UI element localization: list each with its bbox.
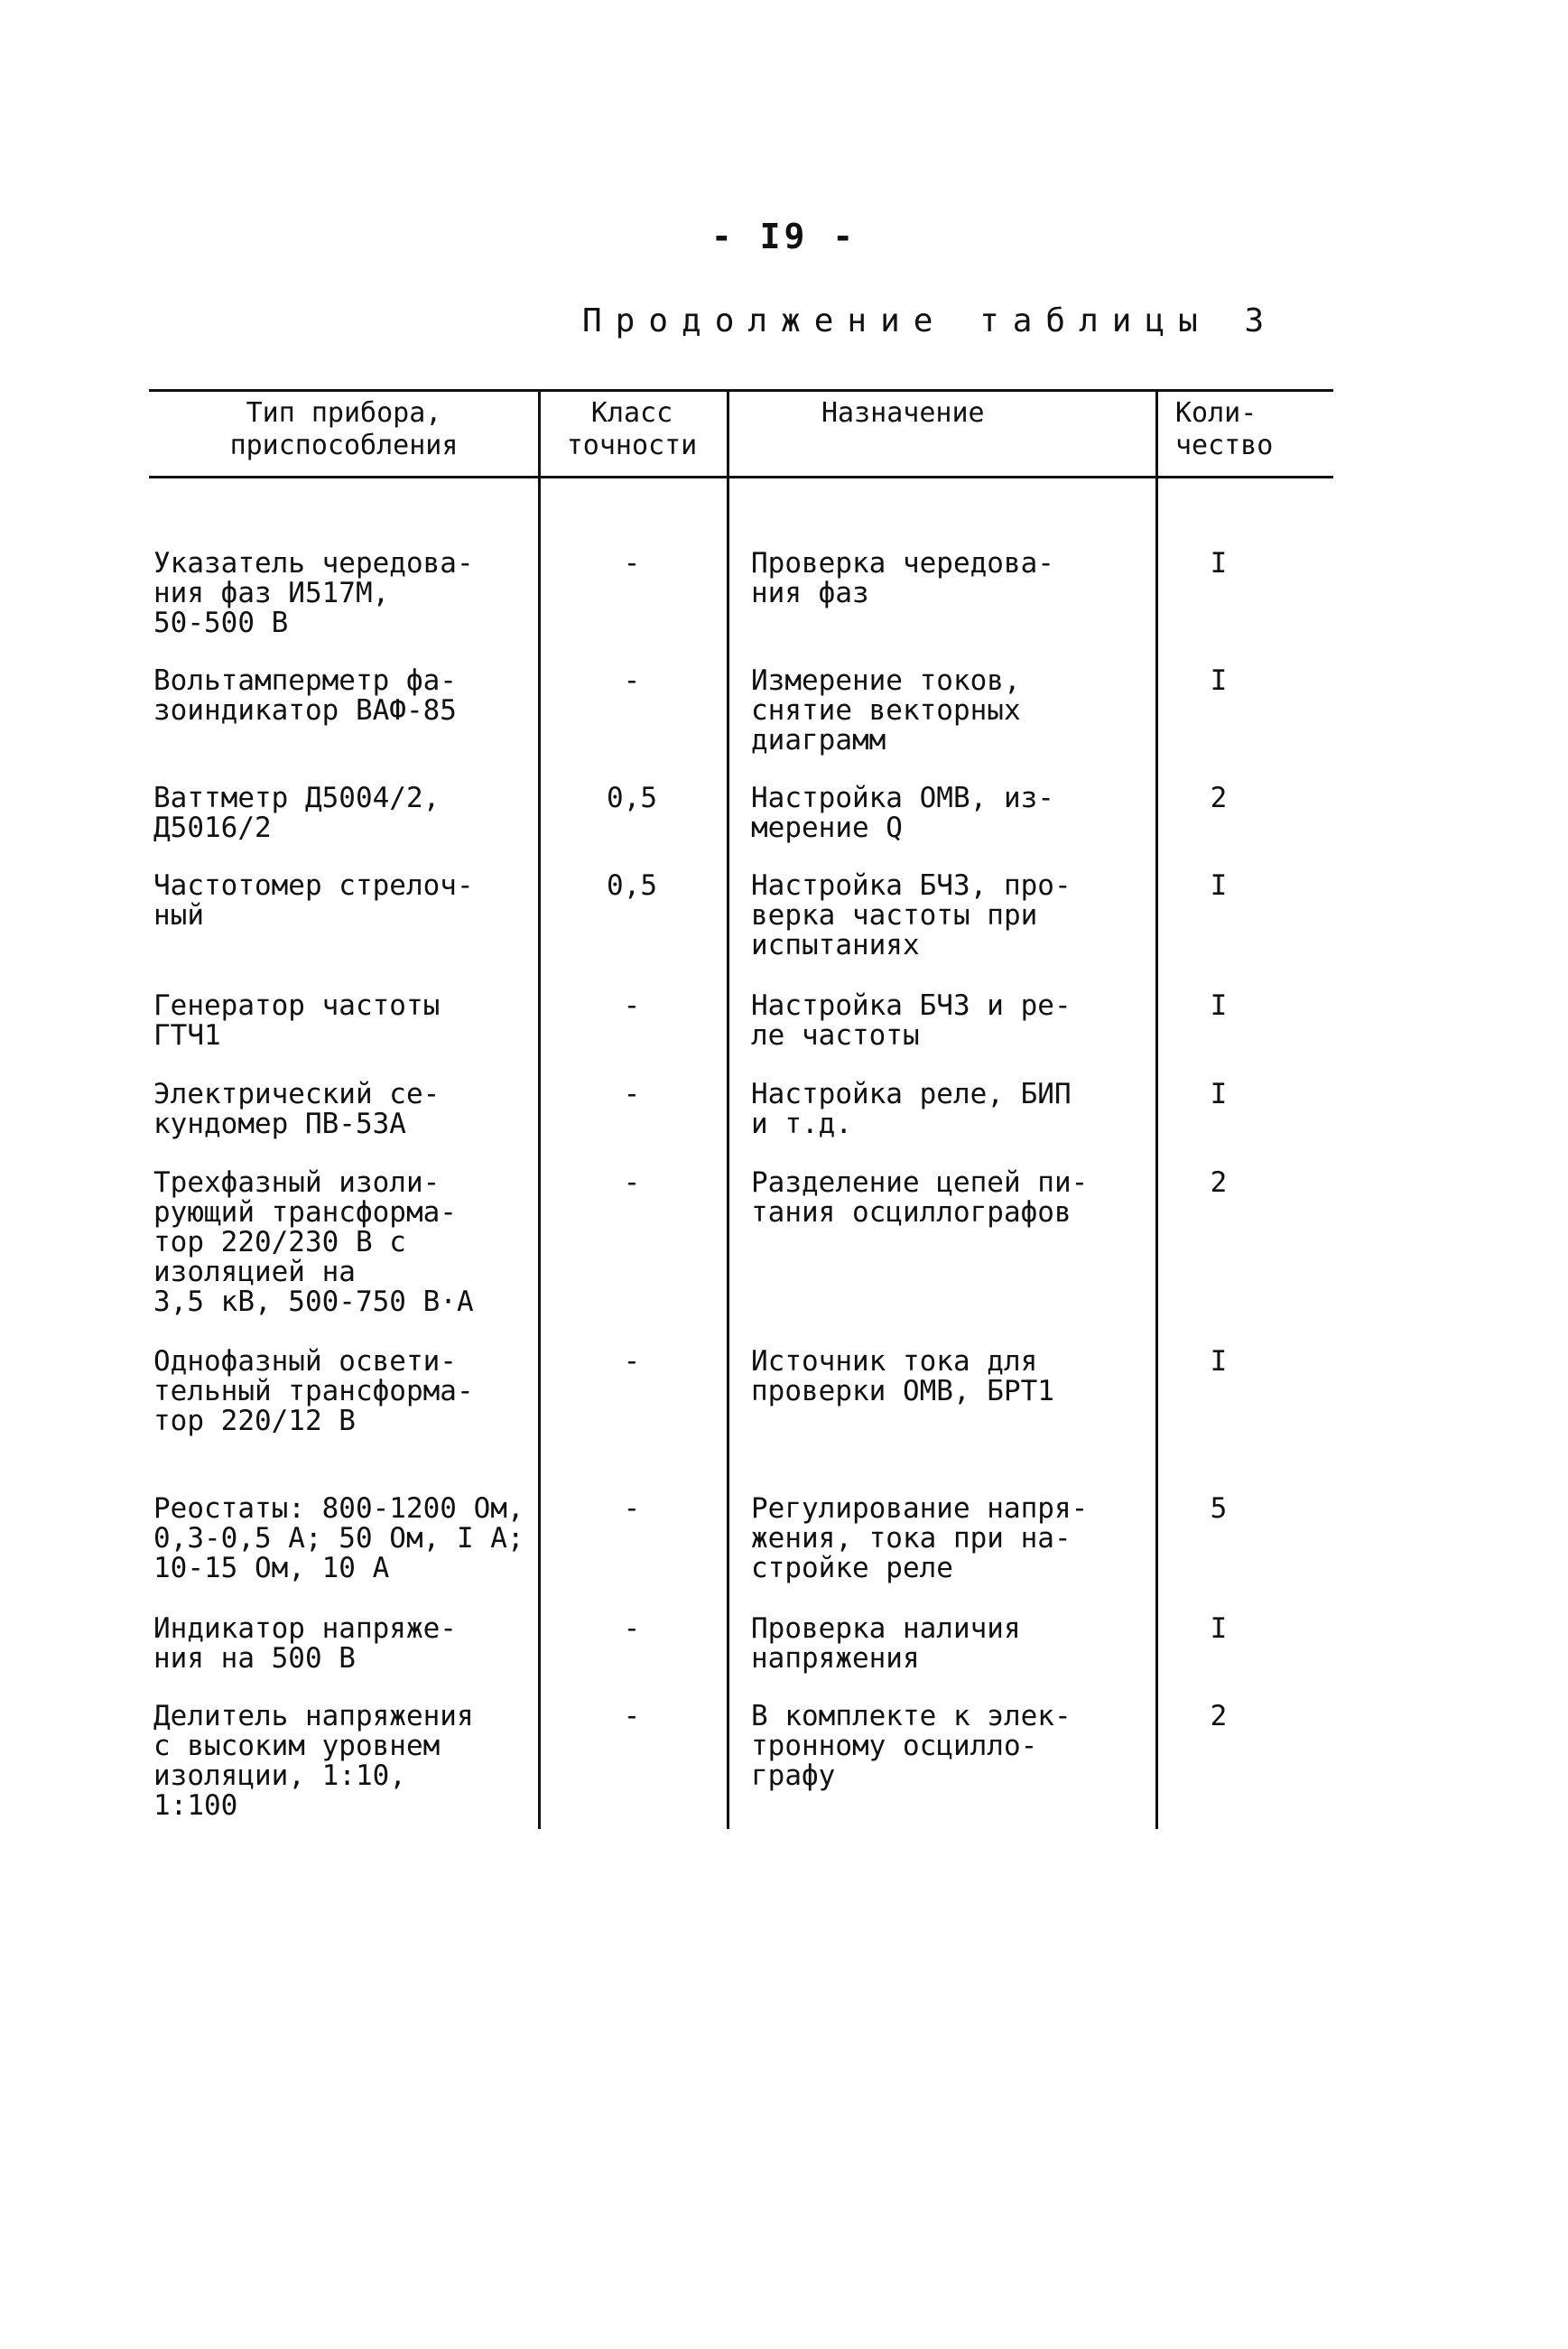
- column-divider-2: [727, 389, 729, 1829]
- cell-quantity: I: [1210, 547, 1228, 580]
- cell-accuracy-class: -: [623, 1492, 641, 1525]
- cell-quantity: I: [1210, 1078, 1228, 1110]
- cell-type: Делитель напряжения с высоким уровнем изоляции, 1:10, 1:100: [153, 1700, 474, 1822]
- cell-purpose: Настройка БЧЗ и ре- ле частоты: [751, 989, 1072, 1052]
- cell-quantity: I: [1210, 1612, 1228, 1645]
- column-divider-1: [538, 389, 541, 1829]
- cell-type: Электрический се- кундомер ПВ-53А: [153, 1078, 441, 1140]
- cell-purpose: Проверка наличия напряжения: [751, 1612, 1021, 1675]
- header-type: Тип прибора, приспособления: [229, 397, 459, 461]
- cell-quantity: I: [1210, 989, 1228, 1022]
- cell-type: Реостаты: 800-1200 Ом, 0,3-0,5 А; 50 Ом, I А; 10-15 Ом, 10 А: [153, 1492, 524, 1584]
- table-continuation-title: Продолжение таблицы 3: [582, 302, 1278, 339]
- cell-type: Ваттметр Д5004/2, Д5016/2: [153, 782, 441, 844]
- cell-quantity: 5: [1210, 1492, 1228, 1525]
- cell-quantity: I: [1210, 869, 1228, 902]
- header-purpose: Назначение: [821, 397, 985, 429]
- cell-accuracy-class: -: [623, 1612, 641, 1645]
- cell-quantity: 2: [1210, 1166, 1228, 1199]
- cell-type: Вольтамперметр фа- зоиндикатор ВАФ-85: [153, 664, 457, 727]
- column-divider-3: [1155, 389, 1158, 1829]
- cell-accuracy-class: -: [623, 1700, 641, 1732]
- cell-accuracy-class: -: [623, 989, 641, 1022]
- cell-type: Генератор частоты ГТЧ1: [153, 989, 441, 1052]
- cell-accuracy-class: 0,5: [607, 869, 657, 902]
- cell-type: Частотомер стрелоч- ный: [153, 869, 474, 932]
- cell-quantity: 2: [1210, 1700, 1228, 1732]
- cell-quantity: I: [1210, 1345, 1228, 1378]
- cell-purpose: Настройка ОМВ, из- мерение Q: [751, 782, 1054, 844]
- cell-accuracy-class: -: [623, 1078, 641, 1110]
- header-accuracy-class: Класс точности: [566, 397, 698, 461]
- cell-purpose: Настройка реле, БИП и т.д.: [751, 1078, 1072, 1140]
- cell-quantity: I: [1210, 664, 1228, 697]
- cell-purpose: В комплекте к элек- тронному осцилло- графу: [751, 1700, 1072, 1792]
- cell-purpose: Регулирование напря- жения, тока при на- стройке реле: [751, 1492, 1089, 1584]
- cell-purpose: Разделение цепей пи- тания осциллографов: [751, 1166, 1089, 1229]
- cell-accuracy-class: -: [623, 1345, 641, 1378]
- cell-quantity: 2: [1210, 782, 1228, 814]
- cell-purpose: Источник тока для проверки ОМВ, БРТ1: [751, 1345, 1054, 1407]
- cell-accuracy-class: -: [623, 1166, 641, 1199]
- cell-accuracy-class: 0,5: [607, 782, 657, 814]
- cell-type: Однофазный освети- тельный трансформа- тор 220/12 В: [153, 1345, 474, 1437]
- header-quantity: Коли- чество: [1175, 397, 1274, 461]
- cell-accuracy-class: -: [623, 664, 641, 697]
- cell-purpose: Настройка БЧЗ, про- верка частоты при испытаниях: [751, 869, 1072, 961]
- cell-type: Указатель чередова- ния фаз И517М, 50-500 В: [153, 547, 474, 639]
- page-number: - I9 -: [710, 217, 858, 256]
- cell-purpose: Проверка чередова- ния фаз: [751, 547, 1054, 609]
- cell-type: Трехфазный изоли- рующий трансформа- тор 220/230 В с изоляцией на 3,5 кВ, 500-750 В·А: [153, 1166, 474, 1318]
- cell-type: Индикатор напряже- ния на 500 В: [153, 1612, 457, 1675]
- cell-accuracy-class: -: [623, 547, 641, 580]
- cell-purpose: Измерение токов, снятие векторных диаграмм: [751, 664, 1021, 757]
